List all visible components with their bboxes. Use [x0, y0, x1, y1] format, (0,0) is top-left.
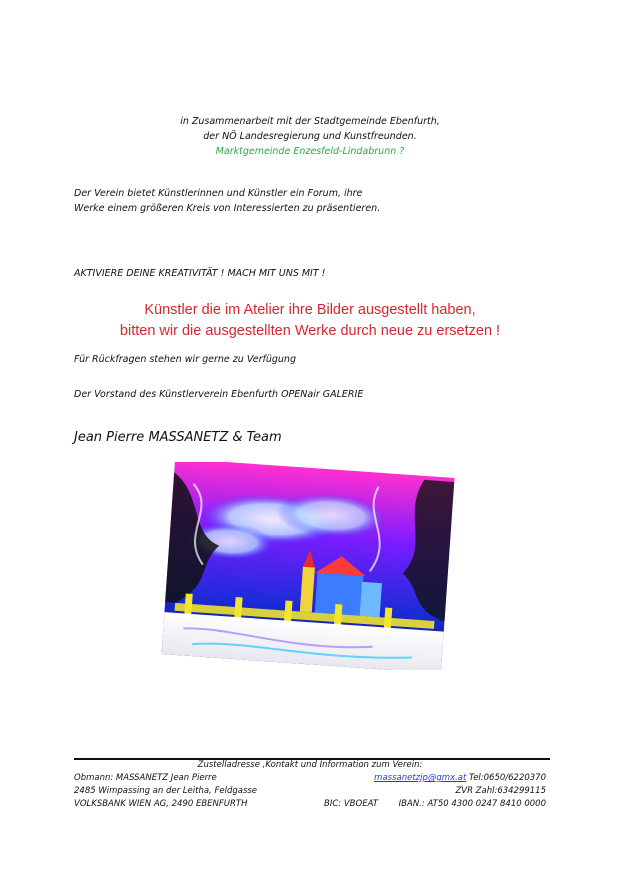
intro-block	[0, 114, 620, 159]
footer-tel: Tel:0650/6220370	[469, 773, 546, 783]
footer-left	[74, 772, 257, 811]
board-text: Der Vorstand des Künstlerverein Ebenfurth OPENair GALERIE	[74, 389, 364, 400]
forum-line-2: Werke einem größeren Kreis von Interessierten zu präsentieren.	[74, 203, 381, 214]
intro-line-2: der NÖ Landesregierung und Kunstfreunden.	[203, 131, 417, 142]
church-photo-art	[158, 462, 458, 670]
email-link[interactable]: massanetzjp@gmx.at	[374, 773, 467, 783]
footer-chair: Obmann: MASSANETZ Jean Pierre	[74, 773, 217, 783]
forum-line-1: Der Verein bietet Künstlerinnen und Künstler ein Forum, ihre	[74, 188, 363, 199]
footer-right	[324, 772, 546, 811]
footer-zvr: ZVR Zahl:634299115	[455, 786, 546, 796]
church-photo	[158, 462, 458, 670]
notice-line-1: Künstler die im Atelier ihre Bilder ausgestellt haben,	[144, 302, 476, 318]
signature: Jean Pierre MASSANETZ & Team	[74, 430, 282, 445]
questions-text: Für Rückfragen stehen wir gerne zu Verfügung	[74, 354, 296, 365]
footer-bank-row	[324, 798, 546, 811]
intro-line-3: Marktgemeinde Enzesfeld-Lindabrunn ?	[215, 146, 405, 157]
footer-heading: Zustelladresse ,Kontakt und Information zum Verein:	[197, 760, 423, 770]
callout-text: AKTIVIERE DEINE KREATIVITÄT ! MACH MIT UNS MIT !	[74, 268, 326, 279]
notice-block	[0, 300, 620, 342]
footer-bank: VOLKSBANK WIEN AG, 2490 EBENFURTH	[74, 799, 248, 809]
footer-address: 2485 Wimpassing an der Leitha, Feldgasse	[74, 786, 258, 796]
forum-paragraph	[74, 186, 380, 216]
intro-line-1: in Zusammenarbeit mit der Stadtgemeinde Ebenfurth,	[180, 116, 440, 127]
footer-bic: BIC: VBOEAT	[324, 799, 378, 809]
notice-line-2: bitten wir die ausgestellten Werke durch neue zu ersetzen !	[119, 323, 501, 339]
footer-iban: IBAN.: AT50 4300 0247 8410 0000	[398, 799, 546, 809]
footer-contact-row	[324, 772, 546, 785]
